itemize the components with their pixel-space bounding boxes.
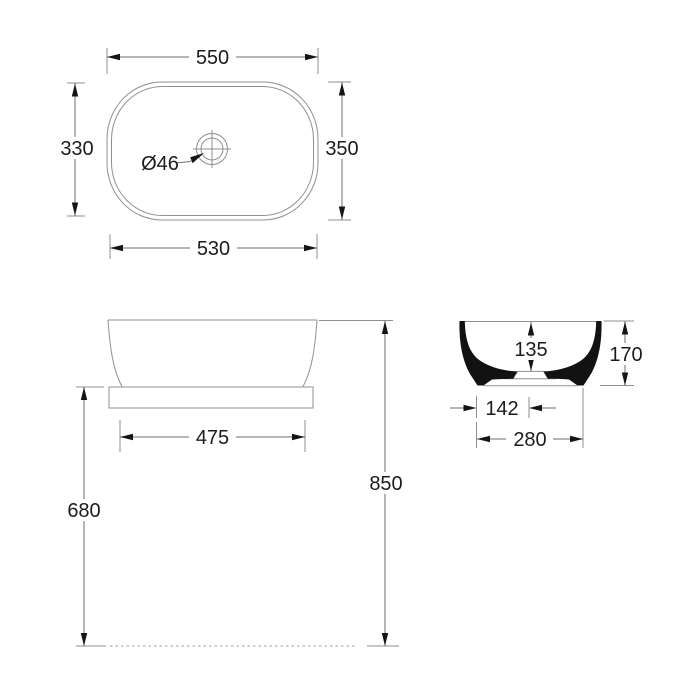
basin-right-side bbox=[303, 320, 317, 387]
dim-label-inner-depth: 135 bbox=[514, 339, 548, 361]
dim-label-total-height: 850 bbox=[369, 473, 403, 495]
arrow-up bbox=[339, 83, 345, 96]
arrow-left bbox=[120, 434, 133, 440]
arrow-down bbox=[81, 633, 87, 646]
arrow-up bbox=[622, 322, 628, 335]
dim-left-height bbox=[54, 83, 101, 216]
dim-label-base-outer-width: 280 bbox=[513, 429, 547, 451]
dim-base-width-front bbox=[120, 420, 305, 452]
dim-stand-height bbox=[61, 387, 108, 646]
dim-drain bbox=[141, 153, 204, 175]
arrow-down bbox=[382, 633, 388, 646]
drain-symbol bbox=[193, 130, 231, 168]
side-view-section bbox=[450, 321, 650, 451]
arrow-right bbox=[292, 434, 305, 440]
dim-label-base-width-front: 475 bbox=[195, 427, 230, 449]
arrow-left-outside bbox=[529, 405, 542, 411]
dim-label-stand-height: 680 bbox=[67, 500, 101, 522]
arrow-left bbox=[110, 245, 123, 251]
arrow-right bbox=[305, 54, 318, 60]
dim-label-basin-height: 170 bbox=[609, 344, 643, 366]
arrow-up bbox=[528, 323, 534, 336]
dim-bottom-width bbox=[110, 234, 317, 260]
front-view bbox=[61, 320, 410, 646]
dim-label-bottom-width: 530 bbox=[196, 238, 231, 260]
dim-label-left-height: 330 bbox=[60, 138, 94, 160]
dim-inner-depth bbox=[508, 322, 555, 371]
arrow-up bbox=[81, 387, 87, 400]
arrow-left bbox=[107, 54, 120, 60]
dim-label-base-inner-width: 142 bbox=[485, 398, 519, 420]
dim-label-drain: Ø46 bbox=[141, 153, 179, 175]
arrow-left bbox=[477, 436, 490, 442]
arrow-up bbox=[72, 84, 78, 97]
dim-total-height bbox=[319, 321, 410, 647]
dim-basin-height bbox=[600, 321, 650, 386]
dim-base-inner-width bbox=[450, 396, 556, 420]
basin-left-side bbox=[108, 320, 122, 387]
arrow-right bbox=[570, 436, 583, 442]
dim-label-right-height: 350 bbox=[325, 138, 359, 160]
arrow-down bbox=[339, 207, 345, 220]
arrow-up bbox=[382, 321, 388, 334]
dim-top-width bbox=[107, 46, 318, 74]
arrow-right-outside bbox=[464, 405, 477, 411]
arrow-down bbox=[72, 203, 78, 216]
counter-plinth bbox=[109, 387, 313, 408]
arrow-right bbox=[304, 245, 317, 251]
dim-label-top-width: 550 bbox=[195, 47, 230, 69]
dim-right-height bbox=[319, 82, 366, 220]
top-view bbox=[54, 46, 366, 260]
arrow-down bbox=[622, 373, 628, 386]
